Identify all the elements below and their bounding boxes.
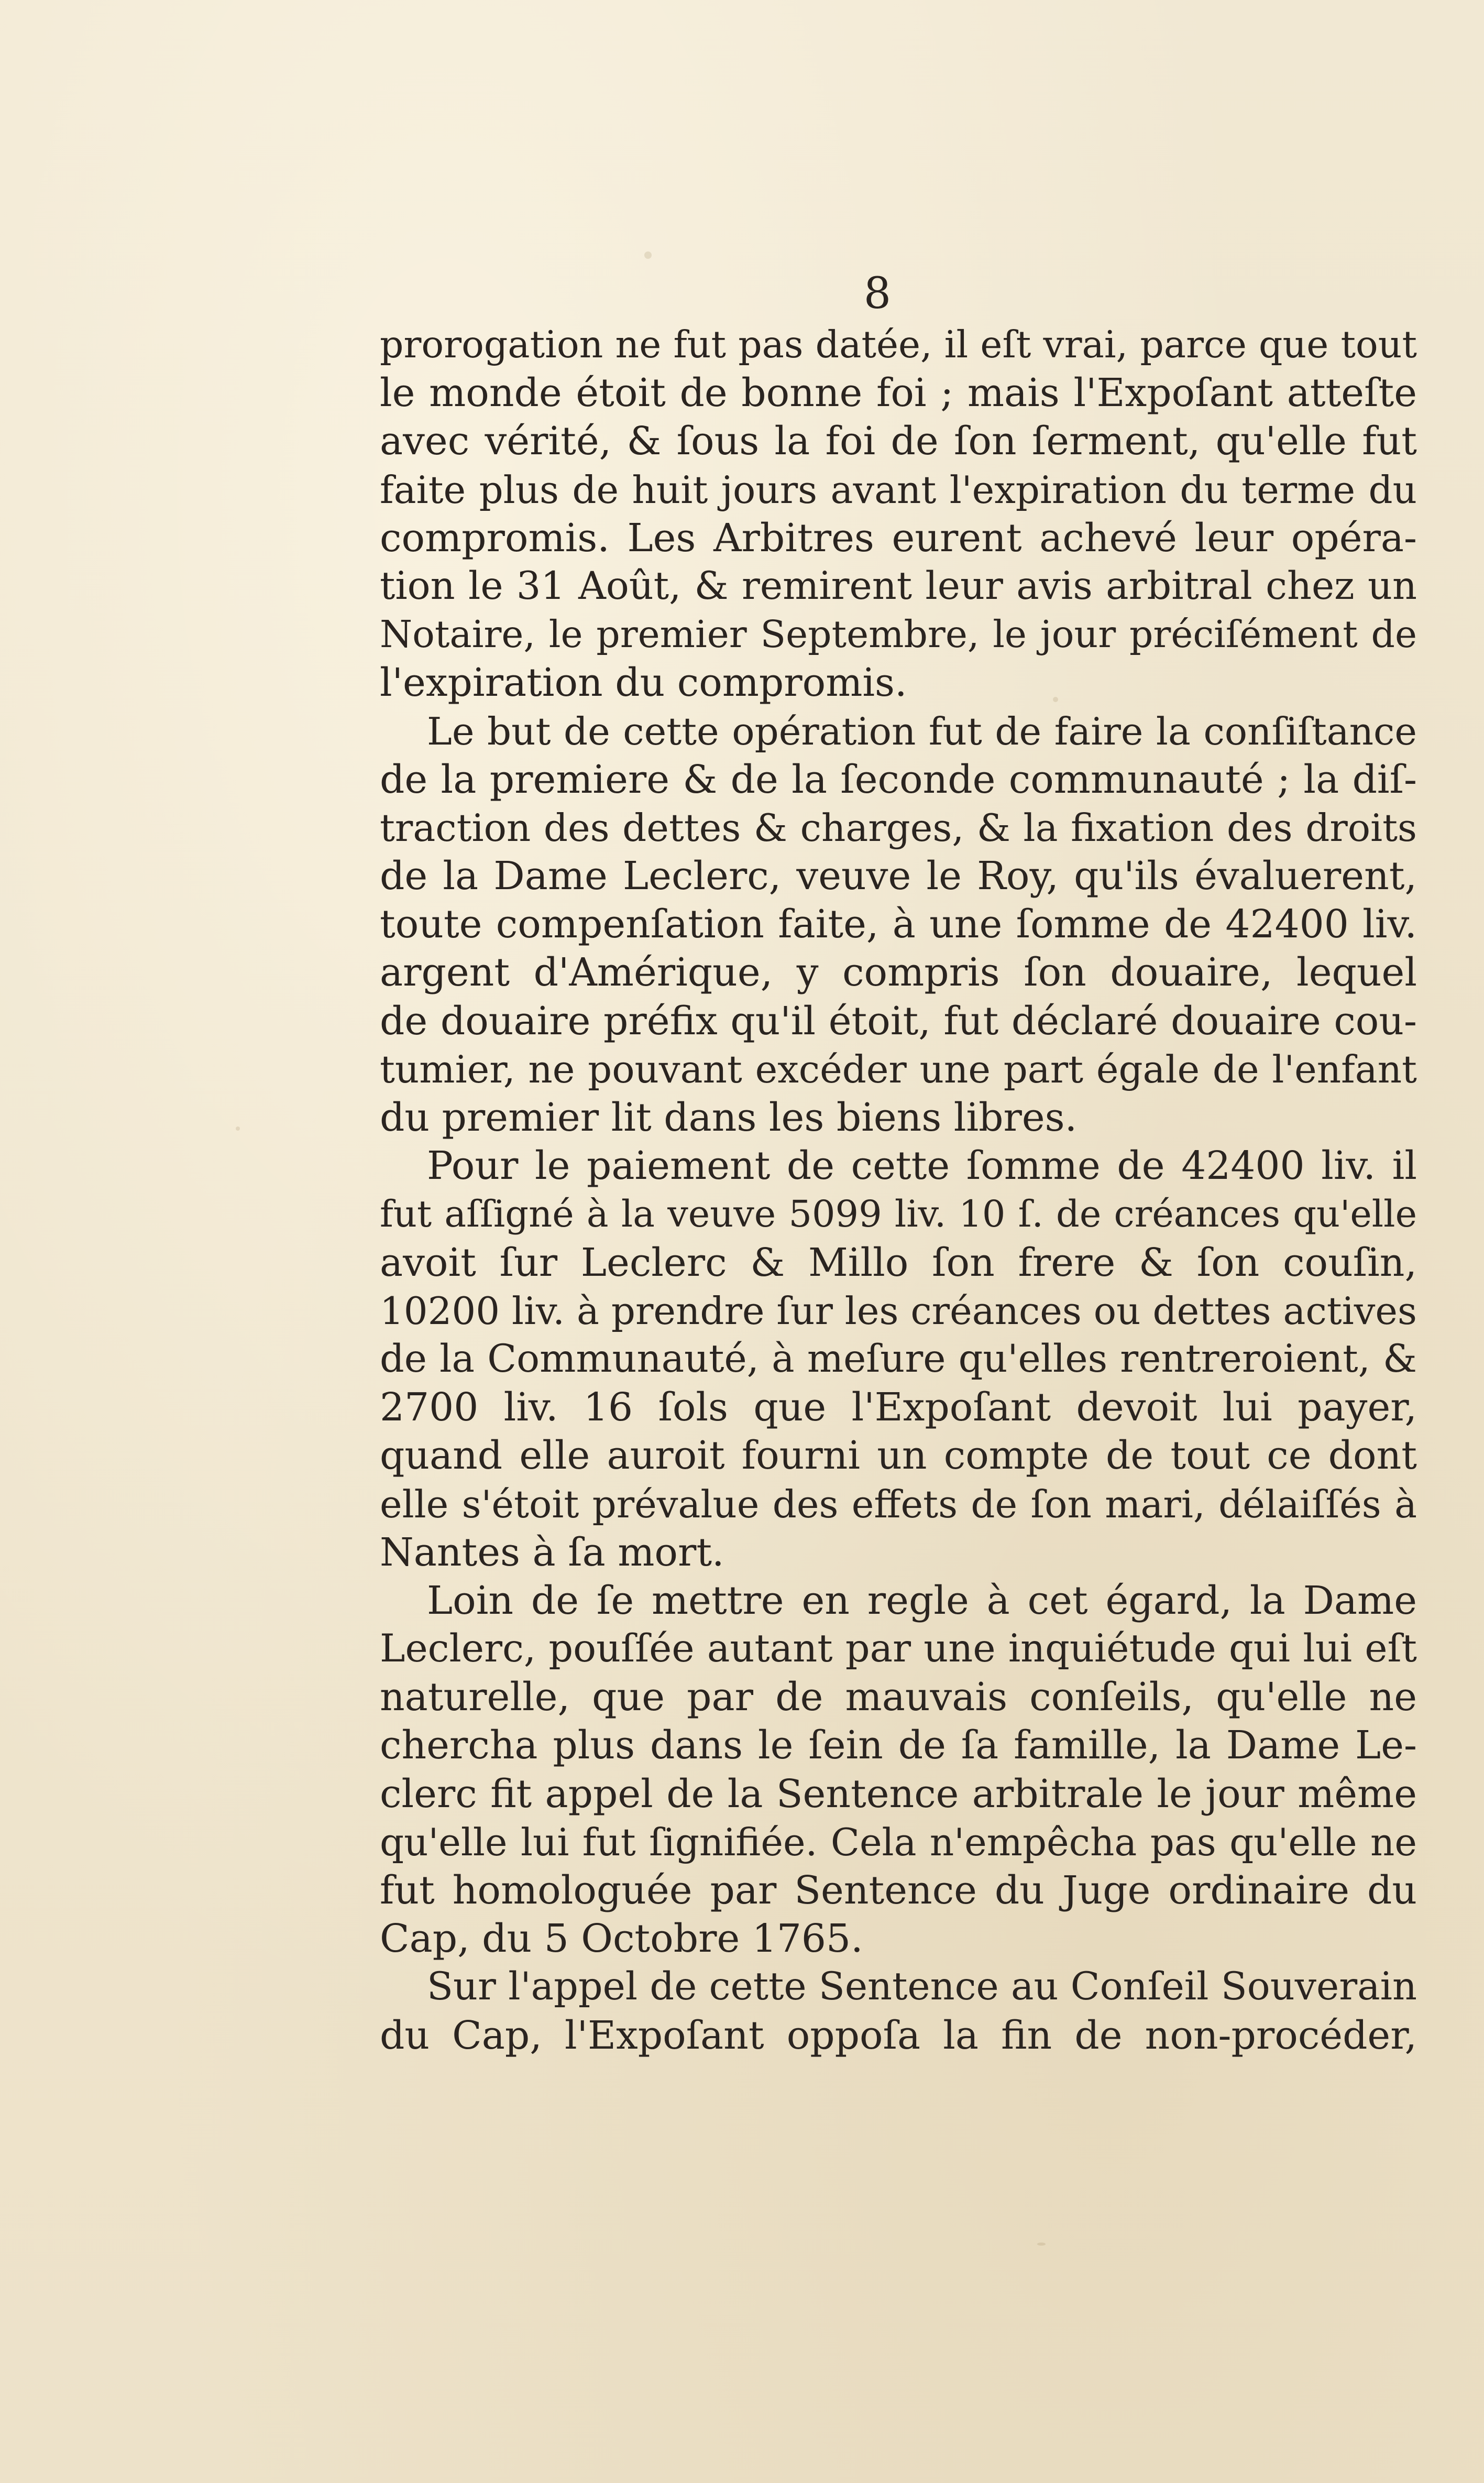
text-line: Notaire, le premier Septembre, le jour préciſément de [380,612,1417,657]
text-line: quand elle auroit fourni un compte de tout ce dont [380,1433,1417,1479]
text-line: toute compenſation faite, à une ſomme de 42400 liv. [380,902,1417,947]
text-line: 10200 liv. à prendre ſur les créances ou dettes actives [380,1288,1417,1333]
text-line: clerc fit appel de la Sentence arbitrale le jour même [380,1771,1417,1817]
text-line: Sur l'appel de cette Sentence au Conſeil Souverain [427,1964,1417,2009]
text-line: avoit ſur Leclerc & Millo ſon frere & ſon couſin, [380,1240,1417,1285]
text-line: qu'elle lui fut ſignifiée. Cela n'empêcha pas qu'elle ne [380,1820,1417,1864]
text-line: fut homologuée par Sentence du Juge ordinaire du [380,1868,1417,1913]
body-text [380,321,1417,2060]
text-line: le monde étoit de bonne foi ; mais l'Expoſant atteſte [380,370,1417,416]
text-line: Le but de cette opération fut de faire la conſiſtance [427,709,1417,753]
text-line: Leclerc, pouſſée autant par une inquiétude qui lui eſt [380,1626,1417,1671]
text-line: chercha plus dans le ſein de ſa famille, la Dame Le- [380,1723,1417,1768]
paper-stain [236,1126,240,1131]
text-line: naturelle, que par de mauvais conſeils, qu'elle ne [380,1675,1417,1720]
text-line: 2700 liv. 16 ſols que l'Expoſant devoit lui payer, [380,1385,1417,1430]
text-line: prorogation ne fut pas datée, il eſt vrai, parce que tout [380,323,1417,366]
text-line: traction des dettes & charges, & la fixation des droits [380,805,1417,850]
text-line: faite plus de huit jours avant l'expiration du terme du [380,467,1417,512]
text-line: de douaire préfix qu'il étoit, fut déclaré douaire cou- [380,998,1417,1044]
text-line: l'expiration du compromis. [380,660,907,706]
text-line: Loin de ſe mettre en regle à cet égard, la Dame [427,1578,1417,1623]
text-line: tumier, ne pouvant excéder une part égale de l'enfant [380,1047,1417,1091]
paper-stain [1037,2243,1046,2246]
text-line: du Cap, l'Expoſant oppoſa la fin de non-procéder, [380,2012,1417,2058]
text-line: de la premiere & de la ſeconde communauté ; la diſ- [380,757,1417,802]
text-line: de la Dame Leclerc, veuve le Roy, qu'ils évaluerent, [380,854,1417,899]
text-line: du premier lit dans les biens libres. [380,1095,1078,1140]
text-line: de la Communauté, à meſure qu'elles rentreroient, & [380,1336,1417,1381]
text-line: tion le 31 Août, & remirent leur avis arbitral chez un [380,563,1417,608]
text-line: Cap, du 5 Octobre 1765. [380,1916,863,1962]
page-number: 8 [863,269,892,319]
text-line: argent d'Amérique, y compris ſon douaire, lequel [380,950,1417,996]
paper-stain [644,251,652,259]
text-line: Nantes à ſa mort. [380,1529,724,1575]
text-line: Pour le paiement de cette ſomme de 42400 liv. il [427,1143,1417,1189]
text-line: elle s'étoit prévalue des effets de ſon mari, délaiſſés à [380,1482,1417,1526]
text-line: avec vérité, & ſous la foi de ſon ſerment, qu'elle fut [380,419,1417,464]
text-line: fut aſſigné à la veuve 5099 liv. 10 ſ. de créances qu'elle [380,1193,1417,1236]
text-line: compromis. Les Arbitres eurent achevé leur opéra- [380,515,1417,561]
